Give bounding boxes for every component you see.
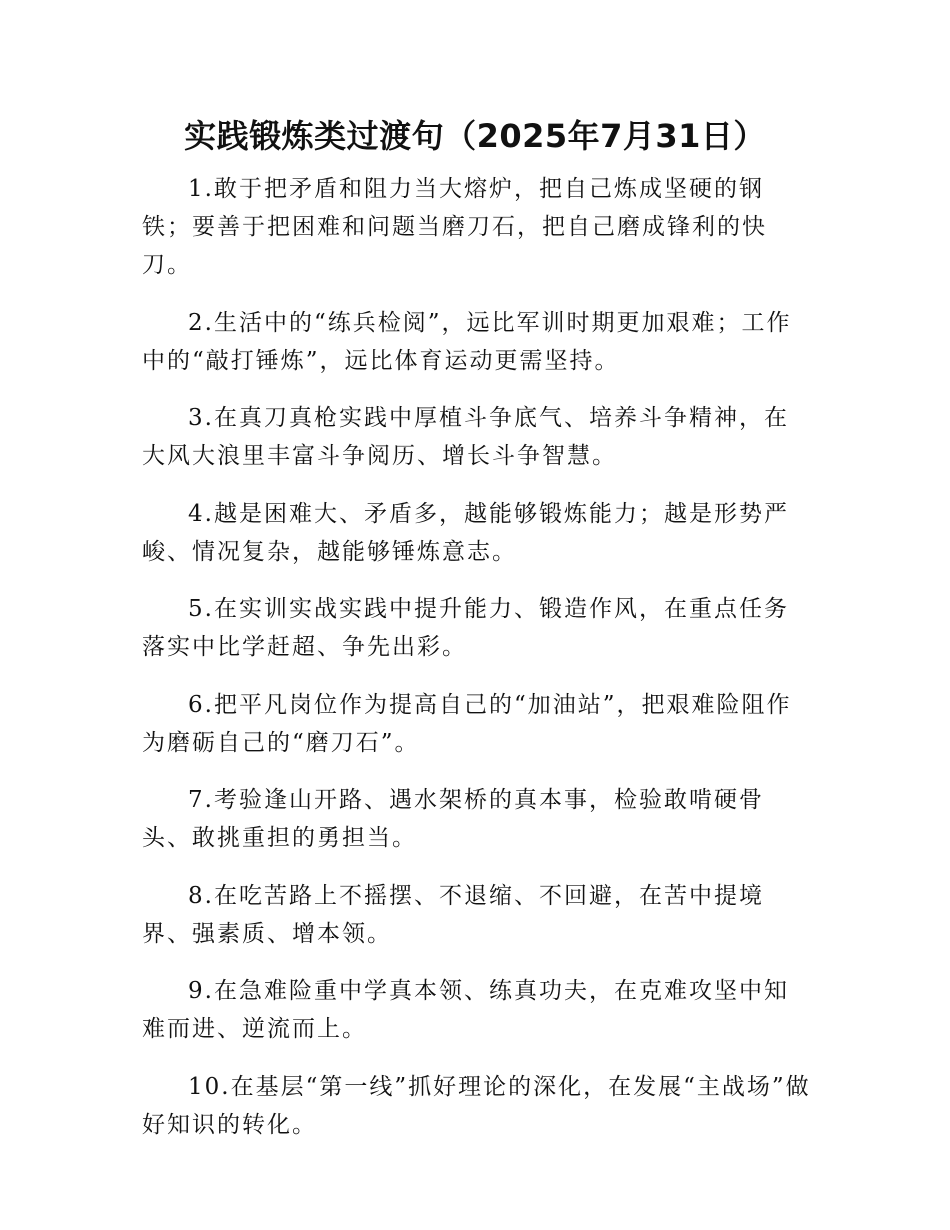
document-title: 实践锻炼类过渡句（2025年7月31日） bbox=[184, 117, 766, 155]
paragraph-6: 6.把平凡岗位作为提高自己的“加油站”，把艰难险阻作为磨砺自己的“磨刀石”。 bbox=[142, 691, 792, 756]
paragraph-2: 2.生活中的“练兵检阅”，远比军训时期更加艰难；工作中的“敲打锤炼”，远比体育运动更需坚持。 bbox=[142, 309, 792, 374]
document-body bbox=[142, 170, 812, 1163]
paragraph-4: 4.越是困难大、矛盾多，越能够锻炼能力；越是形势严峻、情况复杂，越能够锤炼意志。 bbox=[142, 500, 789, 565]
paragraph-1: 1.敢于把矛盾和阻力当大熔炉，把自己炼成坚硬的钢铁；要善于把困难和问题当磨刀石，把自己磨成锋利的快刀。 bbox=[142, 176, 767, 278]
paragraph-5: 5.在实训实战实践中提升能力、锻造作风，在重点任务落实中比学赶超、争先出彩。 bbox=[142, 596, 789, 660]
paragraph-9: 9.在急难险重中学真本领、练真功夫，在克难攻坚中知难而进、逆流而上。 bbox=[142, 978, 789, 1042]
paragraph-7: 7.考验逢山开路、遇水架桥的真本事，检验敢啃硬骨头、敢挑重担的勇担当。 bbox=[142, 787, 764, 851]
paragraph-3: 3.在真刀真枪实践中厚植斗争底气、培养斗争精神，在大风大浪里丰富斗争阅历、增长斗争智慧。 bbox=[142, 405, 789, 469]
paragraph-8: 8.在吃苦路上不摇摆、不退缩、不回避，在苦中提境界、强素质、增本领。 bbox=[142, 882, 764, 947]
paragraph-10: 10.在基层“第一线”抓好理论的深化，在发展“主战场”做好知识的转化。 bbox=[142, 1073, 811, 1138]
